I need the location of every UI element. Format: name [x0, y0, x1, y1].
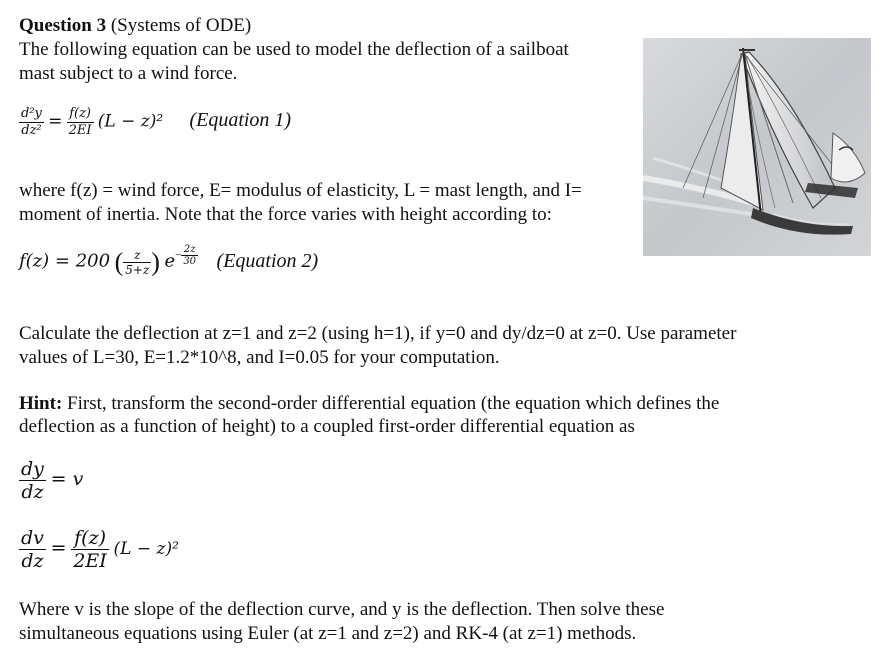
dy-dz-fraction: $\frac{dy}{dz}$ [21, 458, 44, 503]
eq1-lhs-fraction: $\frac{\text{d²y}}{\text{dz²}}$ [21, 106, 42, 138]
hint-line-1: Hint: First, transform the second-order differential equation (the equation which defines the [19, 393, 720, 414]
task-line-1: Calculate the deflection at z=1 and z=2 (using h=1), if y=0 and dy/dz=0 at z=0. Use parameter [19, 323, 737, 344]
eq2-lhs: f(z) = 200 [19, 250, 111, 272]
where-line-2: moment of inertia. Note that the force varies with height according to: [19, 204, 552, 225]
eq2-exp-base: e [164, 250, 176, 272]
sailboat-image [643, 38, 871, 256]
closing-line-2: simultaneous equations using Euler (at z=1 and z=2) and RK-4 (at z=1) methods. [19, 623, 637, 644]
closing-line-1: Where v is the slope of the deflection curve, and y is the deflection. Then solve these [19, 599, 665, 620]
eq1-label: (Equation 1) [189, 109, 292, 132]
hint-label: Hint: [19, 393, 63, 414]
sailboat-sketch-icon [643, 38, 871, 256]
eq1-tail: (L − z)² [97, 111, 164, 132]
intro-line-2: mast subject to a wind force. [19, 63, 238, 84]
question-subject: (Systems of ODE) [106, 15, 252, 36]
equation-1: $\frac{\text{d²y}}{\text{dz²}}$ = $\frac{f(z)}{2EI}$ (L − z)² (Equation 1) [21, 106, 292, 138]
system-equation-b: $\frac{dv}{dz}$ = $\frac{f(z)}{2EI}$ (L − z)² [21, 527, 179, 572]
eq1-rhs-fraction: $\frac{f(z)}{2EI}$ [68, 106, 92, 138]
dv-dz-fraction: $\frac{dv}{dz}$ [21, 527, 44, 572]
eq2-label: (Equation 2) [216, 249, 319, 272]
eq2-fraction: $\frac{z}{5+z}$ [125, 248, 150, 277]
f-over-2ei-fraction: $\frac{f(z)}{2EI}$ [73, 527, 107, 572]
where-line-1: where f(z) = wind force, E= modulus of elasticity, L = mast length, and I= [19, 180, 582, 201]
eq2-exponent: − 2z 30 [175, 243, 197, 267]
task-line-2: values of L=30, E=1.2*10^8, and I=0.05 for your computation. [19, 347, 500, 368]
intro-line-1: The following equation can be used to model the deflection of a sailboat [19, 39, 569, 60]
system-equation-a: $\frac{dy}{dz}$ = v [21, 458, 84, 503]
question-number: Question 3 [19, 15, 107, 36]
question-heading [19, 14, 251, 37]
equation-2: f(z) = 200 ( $\frac{z}{5+z}$ ) $e^{- \frac{2z}{30}}$ (Equation 2) [19, 243, 319, 277]
hint-line-2: deflection as a function of height) to a coupled first-order differential equation as [19, 416, 635, 437]
